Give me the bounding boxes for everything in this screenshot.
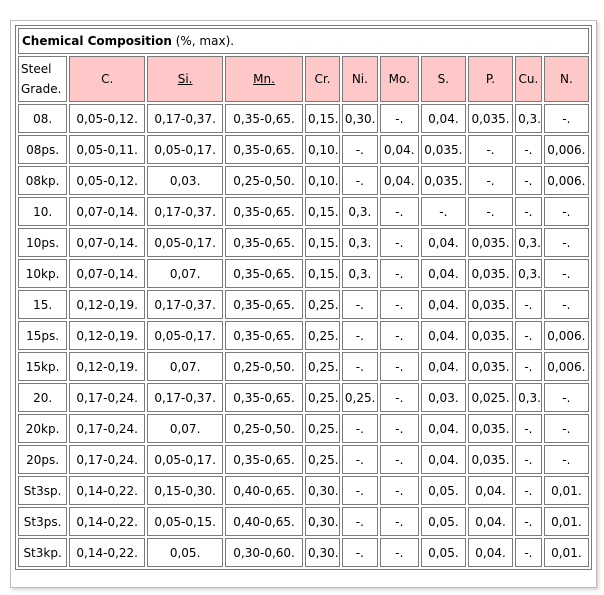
cell-si: 0,07. [147, 414, 223, 443]
cell-p: -. [468, 197, 513, 226]
cell-cu: -. [515, 476, 542, 505]
cell-cu: -. [515, 507, 542, 536]
table-row [18, 507, 589, 536]
cell-si: 0,07. [147, 259, 223, 288]
table-row [18, 135, 589, 164]
cell-ni: 0,3. [342, 197, 378, 226]
header-n: N. [544, 56, 589, 102]
cell-si: 0,05-0,15. [147, 507, 223, 536]
cell-ni: 0,30. [342, 104, 378, 133]
cell-cr: 0,30. [305, 507, 340, 536]
cell-n: 0,01. [544, 476, 589, 505]
cell-c: 0,05-0,11. [69, 135, 145, 164]
cell-si: 0,15-0,30. [147, 476, 223, 505]
cell-si: 0,05-0,17. [147, 321, 223, 350]
cell-c: 0,05-0,12. [69, 166, 145, 195]
table-row [18, 259, 589, 288]
table-row [18, 228, 589, 257]
cell-si: 0,17-0,37. [147, 104, 223, 133]
cell-c: 0,07-0,14. [69, 228, 145, 257]
cell-cu: -. [515, 135, 542, 164]
cell-mo: 0,04. [380, 135, 419, 164]
cell-n: -. [544, 104, 589, 133]
cell-mo: -. [380, 197, 419, 226]
cell-mn: 0,25-0,50. [225, 352, 303, 381]
cell-p: 0,035. [468, 228, 513, 257]
cell-mo: -. [380, 414, 419, 443]
table-row [18, 476, 589, 505]
cell-mo: -. [380, 321, 419, 350]
cell-cr: 0,25. [305, 445, 340, 474]
table-row [18, 538, 589, 567]
header-s: S. [421, 56, 466, 102]
cell-cu: 0,3. [515, 259, 542, 288]
cell-ni: -. [342, 352, 378, 381]
cell-n: 0,006. [544, 166, 589, 195]
cell-n: -. [544, 228, 589, 257]
cell-c: 0,14-0,22. [69, 476, 145, 505]
cell-cr: 0,25. [305, 321, 340, 350]
cell-cr: 0,25. [305, 352, 340, 381]
cell-mn: 0,25-0,50. [225, 414, 303, 443]
cell-cu: 0,3. [515, 104, 542, 133]
cell-mo: -. [380, 352, 419, 381]
cell-ni: -. [342, 476, 378, 505]
cell-mo: -. [380, 507, 419, 536]
cell-cu: -. [515, 352, 542, 381]
cell-si: 0,17-0,37. [147, 197, 223, 226]
cell-p: 0,035. [468, 321, 513, 350]
cell-cr: 0,30. [305, 476, 340, 505]
table-title-rest: (%, max). [171, 34, 235, 48]
cell-c: 0,07-0,14. [69, 197, 145, 226]
document-frame [10, 20, 597, 588]
cell-ni: 0,25. [342, 383, 378, 412]
cell-n: 0,01. [544, 507, 589, 536]
cell-mn: 0,35-0,65. [225, 290, 303, 319]
cell-cr: 0,15. [305, 259, 340, 288]
cell-n: -. [544, 414, 589, 443]
cell-c: 0,17-0,24. [69, 383, 145, 412]
steel-grade-cell: 15ps. [18, 321, 67, 350]
cell-c: 0,14-0,22. [69, 507, 145, 536]
header-ni: Ni. [342, 56, 378, 102]
cell-c: 0,05-0,12. [69, 104, 145, 133]
table-title-row [18, 28, 589, 54]
cell-n: -. [544, 197, 589, 226]
cell-s: 0,04. [421, 290, 466, 319]
cell-cr: 0,25. [305, 290, 340, 319]
cell-s: 0,04. [421, 352, 466, 381]
cell-si: 0,05-0,17. [147, 228, 223, 257]
cell-n: 0,006. [544, 321, 589, 350]
cell-cu: -. [515, 166, 542, 195]
table-row [18, 197, 589, 226]
cell-n: -. [544, 259, 589, 288]
cell-c: 0,14-0,22. [69, 538, 145, 567]
cell-mn: 0,40-0,65. [225, 476, 303, 505]
cell-ni: -. [342, 414, 378, 443]
cell-mo: -. [380, 445, 419, 474]
cell-s: 0,03. [421, 383, 466, 412]
cell-ni: -. [342, 166, 378, 195]
steel-grade-cell: St3kp. [18, 538, 67, 567]
cell-cu: 0,3. [515, 383, 542, 412]
cell-s: 0,04. [421, 259, 466, 288]
cell-mn: 0,30-0,60. [225, 538, 303, 567]
table-row [18, 104, 589, 133]
table-row [18, 166, 589, 195]
steel-grade-cell: 15kp. [18, 352, 67, 381]
cell-c: 0,12-0,19. [69, 321, 145, 350]
table-row [18, 321, 589, 350]
steel-grade-cell: 20ps. [18, 445, 67, 474]
cell-c: 0,17-0,24. [69, 414, 145, 443]
cell-cu: -. [515, 290, 542, 319]
header-cr: Cr. [305, 56, 340, 102]
table-title [18, 28, 589, 54]
steel-grade-cell: 08kp. [18, 166, 67, 195]
steel-grade-cell: 20kp. [18, 414, 67, 443]
cell-cu: -. [515, 321, 542, 350]
table-row [18, 290, 589, 319]
cell-cr: 0,15. [305, 197, 340, 226]
cell-mn: 0,35-0,65. [225, 197, 303, 226]
steel-grade-cell: 10kp. [18, 259, 67, 288]
cell-p: 0,04. [468, 507, 513, 536]
cell-n: -. [544, 383, 589, 412]
header-mn-label: Mn. [253, 72, 275, 86]
cell-p: 0,035. [468, 414, 513, 443]
cell-p: 0,04. [468, 476, 513, 505]
cell-p: 0,035. [468, 259, 513, 288]
cell-mo: -. [380, 383, 419, 412]
header-c: C. [69, 56, 145, 102]
cell-c: 0,12-0,19. [69, 290, 145, 319]
steel-grade-cell: 20. [18, 383, 67, 412]
header-steel-grade: Steel Grade. [18, 56, 67, 102]
cell-mo: -. [380, 290, 419, 319]
steel-grade-cell: 15. [18, 290, 67, 319]
cell-mn: 0,35-0,65. [225, 383, 303, 412]
table-header-row [18, 56, 589, 102]
cell-mo: -. [380, 538, 419, 567]
cell-s: 0,04. [421, 228, 466, 257]
header-p: P. [468, 56, 513, 102]
cell-ni: 0,3. [342, 259, 378, 288]
table-title-bold: Chemical Composition [22, 34, 172, 48]
cell-cr: 0,10. [305, 135, 340, 164]
cell-si: 0,17-0,37. [147, 383, 223, 412]
cell-s: 0,035. [421, 166, 466, 195]
cell-p: 0,035. [468, 352, 513, 381]
cell-si: 0,05-0,17. [147, 135, 223, 164]
cell-s: 0,035. [421, 135, 466, 164]
header-si-label: Si. [177, 72, 193, 86]
cell-s: 0,04. [421, 445, 466, 474]
header-cu: Cu. [515, 56, 542, 102]
chemical-composition-table [15, 25, 592, 570]
cell-mo: -. [380, 259, 419, 288]
header-si [147, 56, 223, 102]
cell-s: 0,04. [421, 321, 466, 350]
steel-grade-cell: St3sp. [18, 476, 67, 505]
cell-cu: -. [515, 197, 542, 226]
cell-cu: -. [515, 445, 542, 474]
table-row [18, 383, 589, 412]
cell-cr: 0,25. [305, 414, 340, 443]
cell-mn: 0,25-0,50. [225, 166, 303, 195]
cell-mn: 0,40-0,65. [225, 507, 303, 536]
cell-p: 0,035. [468, 290, 513, 319]
cell-ni: -. [342, 290, 378, 319]
cell-n: 0,006. [544, 135, 589, 164]
header-mo: Mo. [380, 56, 419, 102]
steel-grade-cell: St3ps. [18, 507, 67, 536]
cell-mn: 0,35-0,65. [225, 321, 303, 350]
cell-si: 0,07. [147, 352, 223, 381]
cell-c: 0,07-0,14. [69, 259, 145, 288]
cell-s: 0,04. [421, 414, 466, 443]
cell-p: 0,025. [468, 383, 513, 412]
cell-p: 0,035. [468, 104, 513, 133]
cell-si: 0,03. [147, 166, 223, 195]
cell-ni: -. [342, 135, 378, 164]
cell-s: 0,05. [421, 476, 466, 505]
cell-mo: -. [380, 104, 419, 133]
cell-p: 0,035. [468, 445, 513, 474]
cell-s: 0,04. [421, 104, 466, 133]
table-row [18, 352, 589, 381]
cell-cr: 0,30. [305, 538, 340, 567]
cell-mn: 0,35-0,65. [225, 445, 303, 474]
steel-grade-cell: 08. [18, 104, 67, 133]
cell-mn: 0,35-0,65. [225, 135, 303, 164]
cell-mn: 0,35-0,65. [225, 259, 303, 288]
cell-c: 0,12-0,19. [69, 352, 145, 381]
cell-si: 0,05. [147, 538, 223, 567]
steel-grade-cell: 08ps. [18, 135, 67, 164]
cell-cr: 0,10. [305, 166, 340, 195]
table-row [18, 445, 589, 474]
cell-si: 0,17-0,37. [147, 290, 223, 319]
cell-ni: -. [342, 507, 378, 536]
cell-n: -. [544, 290, 589, 319]
cell-n: 0,01. [544, 538, 589, 567]
cell-s: -. [421, 197, 466, 226]
cell-s: 0,05. [421, 538, 466, 567]
cell-s: 0,05. [421, 507, 466, 536]
cell-ni: -. [342, 445, 378, 474]
cell-cu: 0,3. [515, 228, 542, 257]
cell-mn: 0,35-0,65. [225, 228, 303, 257]
cell-cu: -. [515, 414, 542, 443]
cell-c: 0,17-0,24. [69, 445, 145, 474]
cell-p: 0,04. [468, 538, 513, 567]
cell-cu: -. [515, 538, 542, 567]
cell-ni: -. [342, 321, 378, 350]
cell-si: 0,05-0,17. [147, 445, 223, 474]
cell-ni: 0,3. [342, 228, 378, 257]
cell-mo: -. [380, 476, 419, 505]
header-mn [225, 56, 303, 102]
steel-grade-cell: 10. [18, 197, 67, 226]
cell-cr: 0,25. [305, 383, 340, 412]
cell-cr: 0,15. [305, 104, 340, 133]
cell-ni: -. [342, 538, 378, 567]
cell-n: -. [544, 445, 589, 474]
cell-mn: 0,35-0,65. [225, 104, 303, 133]
cell-cr: 0,15. [305, 228, 340, 257]
table-row [18, 414, 589, 443]
table-body [18, 104, 589, 567]
steel-grade-cell: 10ps. [18, 228, 67, 257]
cell-n: 0,006. [544, 352, 589, 381]
cell-mo: 0,04. [380, 166, 419, 195]
cell-p: -. [468, 135, 513, 164]
cell-mo: -. [380, 228, 419, 257]
cell-p: -. [468, 166, 513, 195]
